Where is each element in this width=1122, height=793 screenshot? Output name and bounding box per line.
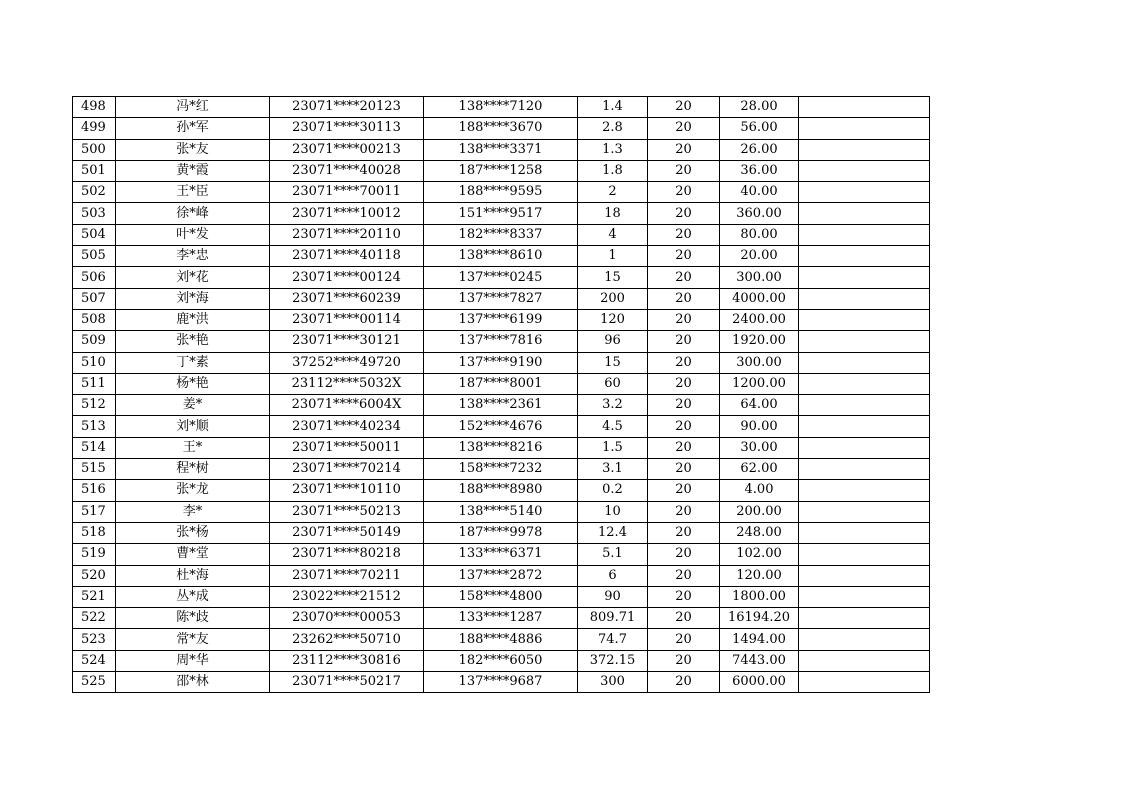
rate-cell: 20 xyxy=(648,352,720,373)
quantity-cell: 5.1 xyxy=(578,544,648,565)
quantity-cell: 4 xyxy=(578,224,648,245)
quantity-cell: 96 xyxy=(578,331,648,352)
id-number-cell: 23071****70011 xyxy=(270,182,424,203)
name-cell: 杜*海 xyxy=(116,565,270,586)
table-row xyxy=(73,565,930,586)
note-cell xyxy=(799,139,930,160)
name-cell: 李* xyxy=(116,501,270,522)
id-number-cell: 23071****10110 xyxy=(270,480,424,501)
id-number-cell: 23071****00114 xyxy=(270,309,424,330)
phone-cell: 188****8980 xyxy=(424,480,578,501)
note-cell xyxy=(799,437,930,458)
note-cell xyxy=(799,97,930,118)
table-row xyxy=(73,480,930,501)
rate-cell: 20 xyxy=(648,97,720,118)
quantity-cell: 12.4 xyxy=(578,522,648,543)
amount-cell: 1494.00 xyxy=(720,629,799,650)
name-cell: 王*臣 xyxy=(116,182,270,203)
id-number-cell: 23071****50217 xyxy=(270,672,424,693)
phone-cell: 152****4676 xyxy=(424,416,578,437)
id-number-cell: 23071****20123 xyxy=(270,97,424,118)
quantity-cell: 60 xyxy=(578,373,648,394)
quantity-cell: 18 xyxy=(578,203,648,224)
name-cell: 刘*顺 xyxy=(116,416,270,437)
name-cell: 王* xyxy=(116,437,270,458)
note-cell xyxy=(799,224,930,245)
quantity-cell: 90 xyxy=(578,586,648,607)
note-cell xyxy=(799,459,930,480)
name-cell: 刘*海 xyxy=(116,288,270,309)
amount-cell: 200.00 xyxy=(720,501,799,522)
row-number-cell: 511 xyxy=(73,373,116,394)
quantity-cell: 2 xyxy=(578,182,648,203)
row-number-cell: 512 xyxy=(73,395,116,416)
phone-cell: 187****8001 xyxy=(424,373,578,394)
quantity-cell: 372.15 xyxy=(578,650,648,671)
row-number-cell: 510 xyxy=(73,352,116,373)
phone-cell: 188****9595 xyxy=(424,182,578,203)
id-number-cell: 23071****80218 xyxy=(270,544,424,565)
name-cell: 程*树 xyxy=(116,459,270,480)
rate-cell: 20 xyxy=(648,288,720,309)
row-number-cell: 501 xyxy=(73,160,116,181)
quantity-cell: 10 xyxy=(578,501,648,522)
quantity-cell: 1.3 xyxy=(578,139,648,160)
row-number-cell: 514 xyxy=(73,437,116,458)
id-number-cell: 23071****40118 xyxy=(270,246,424,267)
table-row xyxy=(73,373,930,394)
id-number-cell: 23022****21512 xyxy=(270,586,424,607)
rate-cell: 20 xyxy=(648,437,720,458)
id-number-cell: 23262****50710 xyxy=(270,629,424,650)
table-row xyxy=(73,672,930,693)
phone-cell: 133****1287 xyxy=(424,608,578,629)
row-number-cell: 517 xyxy=(73,501,116,522)
row-number-cell: 503 xyxy=(73,203,116,224)
name-cell: 曹*堂 xyxy=(116,544,270,565)
note-cell xyxy=(799,501,930,522)
id-number-cell: 23112****30816 xyxy=(270,650,424,671)
rate-cell: 20 xyxy=(648,608,720,629)
quantity-cell: 3.1 xyxy=(578,459,648,480)
id-number-cell: 23071****50149 xyxy=(270,522,424,543)
phone-cell: 137****6199 xyxy=(424,309,578,330)
rate-cell: 20 xyxy=(648,395,720,416)
phone-cell: 158****7232 xyxy=(424,459,578,480)
quantity-cell: 15 xyxy=(578,352,648,373)
phone-cell: 138****7120 xyxy=(424,97,578,118)
table-row xyxy=(73,97,930,118)
table-row xyxy=(73,267,930,288)
note-cell xyxy=(799,522,930,543)
row-number-cell: 524 xyxy=(73,650,116,671)
phone-cell: 137****7816 xyxy=(424,331,578,352)
row-number-cell: 509 xyxy=(73,331,116,352)
name-cell: 李*忠 xyxy=(116,246,270,267)
id-number-cell: 23070****00053 xyxy=(270,608,424,629)
note-cell xyxy=(799,395,930,416)
name-cell: 杨*艳 xyxy=(116,373,270,394)
row-number-cell: 513 xyxy=(73,416,116,437)
note-cell xyxy=(799,373,930,394)
rate-cell: 20 xyxy=(648,650,720,671)
table-row xyxy=(73,629,930,650)
id-number-cell: 23071****70214 xyxy=(270,459,424,480)
note-cell xyxy=(799,203,930,224)
amount-cell: 1920.00 xyxy=(720,331,799,352)
note-cell xyxy=(799,480,930,501)
id-number-cell: 23071****70211 xyxy=(270,565,424,586)
name-cell: 张*杨 xyxy=(116,522,270,543)
table-row xyxy=(73,224,930,245)
rate-cell: 20 xyxy=(648,672,720,693)
phone-cell: 188****3670 xyxy=(424,118,578,139)
note-cell xyxy=(799,672,930,693)
amount-cell: 16194.20 xyxy=(720,608,799,629)
table-row xyxy=(73,650,930,671)
id-number-cell: 23071****40234 xyxy=(270,416,424,437)
note-cell xyxy=(799,416,930,437)
name-cell: 常*友 xyxy=(116,629,270,650)
amount-cell: 1200.00 xyxy=(720,373,799,394)
name-cell: 孙*军 xyxy=(116,118,270,139)
note-cell xyxy=(799,565,930,586)
phone-cell: 182****6050 xyxy=(424,650,578,671)
table-row xyxy=(73,608,930,629)
amount-cell: 300.00 xyxy=(720,352,799,373)
rate-cell: 20 xyxy=(648,246,720,267)
id-number-cell: 23071****6004X xyxy=(270,395,424,416)
phone-cell: 137****7827 xyxy=(424,288,578,309)
name-cell: 刘*花 xyxy=(116,267,270,288)
table-row xyxy=(73,309,930,330)
quantity-cell: 809.71 xyxy=(578,608,648,629)
table-row xyxy=(73,395,930,416)
table-row xyxy=(73,586,930,607)
id-number-cell: 23071****10012 xyxy=(270,203,424,224)
phone-cell: 137****9190 xyxy=(424,352,578,373)
note-cell xyxy=(799,267,930,288)
rate-cell: 20 xyxy=(648,118,720,139)
quantity-cell: 2.8 xyxy=(578,118,648,139)
amount-cell: 4.00 xyxy=(720,480,799,501)
phone-cell: 187****1258 xyxy=(424,160,578,181)
rate-cell: 20 xyxy=(648,160,720,181)
quantity-cell: 1.4 xyxy=(578,97,648,118)
id-number-cell: 23071****00213 xyxy=(270,139,424,160)
rate-cell: 20 xyxy=(648,224,720,245)
row-number-cell: 508 xyxy=(73,309,116,330)
name-cell: 张*友 xyxy=(116,139,270,160)
name-cell: 黄*霞 xyxy=(116,160,270,181)
quantity-cell: 1 xyxy=(578,246,648,267)
amount-cell: 64.00 xyxy=(720,395,799,416)
note-cell xyxy=(799,309,930,330)
quantity-cell: 120 xyxy=(578,309,648,330)
table-row xyxy=(73,139,930,160)
name-cell: 丛*成 xyxy=(116,586,270,607)
rate-cell: 20 xyxy=(648,480,720,501)
quantity-cell: 1.5 xyxy=(578,437,648,458)
note-cell xyxy=(799,608,930,629)
amount-cell: 1800.00 xyxy=(720,586,799,607)
id-number-cell: 23071****50011 xyxy=(270,437,424,458)
table-row xyxy=(73,352,930,373)
amount-cell: 56.00 xyxy=(720,118,799,139)
rate-cell: 20 xyxy=(648,182,720,203)
table-row xyxy=(73,203,930,224)
name-cell: 冯*红 xyxy=(116,97,270,118)
note-cell xyxy=(799,629,930,650)
phone-cell: 138****3371 xyxy=(424,139,578,160)
phone-cell: 188****4886 xyxy=(424,629,578,650)
rate-cell: 20 xyxy=(648,331,720,352)
row-number-cell: 515 xyxy=(73,459,116,480)
rate-cell: 20 xyxy=(648,459,720,480)
note-cell xyxy=(799,650,930,671)
quantity-cell: 4.5 xyxy=(578,416,648,437)
amount-cell: 26.00 xyxy=(720,139,799,160)
row-number-cell: 518 xyxy=(73,522,116,543)
note-cell xyxy=(799,182,930,203)
amount-cell: 7443.00 xyxy=(720,650,799,671)
name-cell: 邵*林 xyxy=(116,672,270,693)
row-number-cell: 520 xyxy=(73,565,116,586)
row-number-cell: 519 xyxy=(73,544,116,565)
quantity-cell: 1.8 xyxy=(578,160,648,181)
id-number-cell: 23112****5032X xyxy=(270,373,424,394)
table-body xyxy=(73,97,930,693)
rate-cell: 20 xyxy=(648,309,720,330)
amount-cell: 120.00 xyxy=(720,565,799,586)
amount-cell: 300.00 xyxy=(720,267,799,288)
note-cell xyxy=(799,118,930,139)
amount-cell: 80.00 xyxy=(720,224,799,245)
note-cell xyxy=(799,288,930,309)
table-row xyxy=(73,416,930,437)
phone-cell: 138****2361 xyxy=(424,395,578,416)
phone-cell: 138****5140 xyxy=(424,501,578,522)
table-row xyxy=(73,246,930,267)
amount-cell: 4000.00 xyxy=(720,288,799,309)
id-number-cell: 23071****20110 xyxy=(270,224,424,245)
table-row xyxy=(73,501,930,522)
name-cell: 张*艳 xyxy=(116,331,270,352)
amount-cell: 40.00 xyxy=(720,182,799,203)
table-row xyxy=(73,118,930,139)
rate-cell: 20 xyxy=(648,139,720,160)
note-cell xyxy=(799,160,930,181)
table-row xyxy=(73,522,930,543)
amount-cell: 28.00 xyxy=(720,97,799,118)
name-cell: 陈*歧 xyxy=(116,608,270,629)
phone-cell: 158****4800 xyxy=(424,586,578,607)
quantity-cell: 74.7 xyxy=(578,629,648,650)
rate-cell: 20 xyxy=(648,203,720,224)
amount-cell: 248.00 xyxy=(720,522,799,543)
table-row xyxy=(73,288,930,309)
row-number-cell: 516 xyxy=(73,480,116,501)
table-row xyxy=(73,544,930,565)
data-table xyxy=(72,96,930,693)
amount-cell: 62.00 xyxy=(720,459,799,480)
row-number-cell: 506 xyxy=(73,267,116,288)
amount-cell: 6000.00 xyxy=(720,672,799,693)
amount-cell: 36.00 xyxy=(720,160,799,181)
table-row xyxy=(73,160,930,181)
rate-cell: 20 xyxy=(648,565,720,586)
phone-cell: 187****9978 xyxy=(424,522,578,543)
id-number-cell: 23071****30121 xyxy=(270,331,424,352)
rate-cell: 20 xyxy=(648,629,720,650)
quantity-cell: 6 xyxy=(578,565,648,586)
id-number-cell: 23071****50213 xyxy=(270,501,424,522)
phone-cell: 137****9687 xyxy=(424,672,578,693)
name-cell: 鹿*洪 xyxy=(116,309,270,330)
row-number-cell: 521 xyxy=(73,586,116,607)
quantity-cell: 300 xyxy=(578,672,648,693)
phone-cell: 138****8216 xyxy=(424,437,578,458)
rate-cell: 20 xyxy=(648,373,720,394)
amount-cell: 90.00 xyxy=(720,416,799,437)
phone-cell: 138****8610 xyxy=(424,246,578,267)
phone-cell: 137****2872 xyxy=(424,565,578,586)
note-cell xyxy=(799,586,930,607)
phone-cell: 137****0245 xyxy=(424,267,578,288)
phone-cell: 133****6371 xyxy=(424,544,578,565)
rate-cell: 20 xyxy=(648,586,720,607)
row-number-cell: 505 xyxy=(73,246,116,267)
amount-cell: 2400.00 xyxy=(720,309,799,330)
rate-cell: 20 xyxy=(648,416,720,437)
note-cell xyxy=(799,544,930,565)
table-row xyxy=(73,182,930,203)
rate-cell: 20 xyxy=(648,522,720,543)
note-cell xyxy=(799,246,930,267)
row-number-cell: 498 xyxy=(73,97,116,118)
table-row xyxy=(73,437,930,458)
rate-cell: 20 xyxy=(648,544,720,565)
quantity-cell: 0.2 xyxy=(578,480,648,501)
row-number-cell: 504 xyxy=(73,224,116,245)
quantity-cell: 3.2 xyxy=(578,395,648,416)
row-number-cell: 500 xyxy=(73,139,116,160)
rate-cell: 20 xyxy=(648,501,720,522)
row-number-cell: 522 xyxy=(73,608,116,629)
id-number-cell: 23071****60239 xyxy=(270,288,424,309)
amount-cell: 360.00 xyxy=(720,203,799,224)
name-cell: 张*龙 xyxy=(116,480,270,501)
rate-cell: 20 xyxy=(648,267,720,288)
id-number-cell: 23071****40028 xyxy=(270,160,424,181)
amount-cell: 30.00 xyxy=(720,437,799,458)
note-cell xyxy=(799,352,930,373)
id-number-cell: 23071****00124 xyxy=(270,267,424,288)
row-number-cell: 525 xyxy=(73,672,116,693)
row-number-cell: 499 xyxy=(73,118,116,139)
phone-cell: 151****9517 xyxy=(424,203,578,224)
id-number-cell: 23071****30113 xyxy=(270,118,424,139)
table-row xyxy=(73,331,930,352)
name-cell: 徐*峰 xyxy=(116,203,270,224)
name-cell: 姜* xyxy=(116,395,270,416)
amount-cell: 102.00 xyxy=(720,544,799,565)
phone-cell: 182****8337 xyxy=(424,224,578,245)
quantity-cell: 15 xyxy=(578,267,648,288)
amount-cell: 20.00 xyxy=(720,246,799,267)
name-cell: 叶*发 xyxy=(116,224,270,245)
note-cell xyxy=(799,331,930,352)
quantity-cell: 200 xyxy=(578,288,648,309)
table-row xyxy=(73,459,930,480)
row-number-cell: 523 xyxy=(73,629,116,650)
name-cell: 丁*素 xyxy=(116,352,270,373)
id-number-cell: 37252****49720 xyxy=(270,352,424,373)
row-number-cell: 502 xyxy=(73,182,116,203)
row-number-cell: 507 xyxy=(73,288,116,309)
name-cell: 周*华 xyxy=(116,650,270,671)
